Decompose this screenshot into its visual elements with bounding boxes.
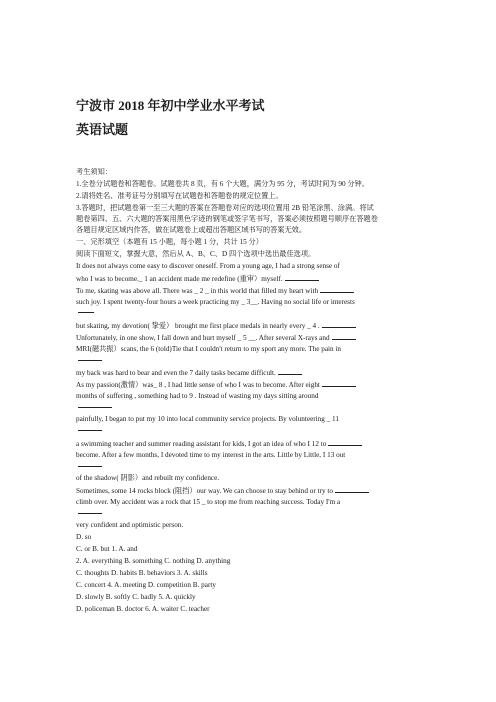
- answer-blank: [78, 306, 94, 313]
- text-line-content: 1.全卷分试题卷和答题卷。试题卷共 8 页，有 6 个大题，满分为 95 分，考试时间为 90 分钟。: [76, 180, 369, 188]
- text-line-content: Unfortunately, in one show, I fall down and hurt myself _ 5 __. After several X-rays and: [76, 334, 330, 342]
- text-line: [76, 286, 426, 296]
- answer-blank: [328, 439, 362, 446]
- text-line-content: C. thoughts D. habits B. behaviors 3. A. skills: [76, 569, 208, 577]
- text-line-content: D. policeman B. doctor 6. A. waiter C. teacher: [76, 605, 210, 613]
- text-line: [76, 486, 426, 496]
- answer-blank: [335, 486, 369, 493]
- text-line-content: 题卷第四、五、六大题的答案用黑色字迹的钢笔或签字笔书写，答案必须按照题号顺序在答题卷: [76, 215, 378, 223]
- text-line: [76, 521, 426, 530]
- text-line: [76, 401, 426, 411]
- text-line-content: To me, skating was above all. There was _ 2 _ in this world that filled my heart with: [76, 287, 319, 295]
- answer-blank: [78, 401, 112, 408]
- text-line-content: climb over. My accident was a rock that 15 _ to stop me from reaching success. Today I'm a: [76, 498, 341, 506]
- text-line: [76, 424, 426, 434]
- text-line: [76, 593, 426, 602]
- text-line: [76, 392, 426, 401]
- text-line-content: a swimming teacher and summer reading assistant for kids, I got an idea of who I 12 to: [76, 440, 327, 448]
- text-line: [76, 345, 426, 354]
- answer-blank: [285, 274, 319, 281]
- text-line-content: painfully, I began to put my 10 into local community service projects. By volunteering _ 11: [76, 415, 339, 423]
- answer-blank: [78, 424, 102, 431]
- text-line: [76, 354, 426, 364]
- text-line: [76, 439, 426, 449]
- answer-blank: [78, 354, 102, 361]
- text-line-content: It does not always come easy to discover oneself. From a young age, I had a strong sense of: [76, 262, 340, 270]
- text-line-content: As my passion(激情）was_ 8 , I had little sense of who I was to become. After eight: [76, 381, 320, 389]
- text-line: [76, 168, 426, 177]
- text-line: [76, 498, 426, 507]
- answer-blank: [78, 460, 102, 467]
- answer-blank: [78, 507, 102, 514]
- text-line: [76, 215, 426, 224]
- text-line: [76, 333, 426, 343]
- text-line-content: C. or B. but 1. A. and: [76, 545, 138, 553]
- answer-blank: [322, 380, 356, 387]
- text-line: [76, 533, 426, 542]
- text-line-content: my back was hard to bear and even the 7 daily tasks became difficult.: [76, 369, 276, 377]
- text-line-content: but skating, my devotion( 挚爱） brought me first place medals in nearly every _ 4 .: [76, 322, 320, 330]
- text-line-content: 一、完形填空（本题有 15 小题，每小题 1 分，共计 15 分）: [76, 238, 263, 246]
- text-line-content: very confident and optimistic person.: [76, 521, 184, 529]
- text-line: [76, 321, 426, 331]
- text-line: [76, 226, 426, 235]
- text-line-content: MRI(磁共振）scans, the 6 (told)Tie that I couldn't return to my sport any more. The pain in: [76, 345, 341, 353]
- answer-blank: [322, 321, 356, 328]
- text-line-content: 阅读下面短文，掌握大意，然后从 A、B、C、D 四个选项中选出最佳选项。: [76, 250, 316, 258]
- text-line-content: become. After a few months, I devoted time to my interest in the arts. Little by Little, I 13 out: [76, 451, 346, 459]
- text-line-content: C. concert 4. A. meeting D. competition B. party: [76, 581, 216, 589]
- text-line: [76, 474, 426, 483]
- answer-blank: [278, 368, 302, 375]
- text-line-content: who I was to become._ 1 an accident made me redefine (重审）myself.: [76, 275, 283, 283]
- text-line-content: 2. A. everything B. something C. nothing D. anything: [76, 557, 231, 565]
- text-line-content: 3.答题时，把试题卷第一至三大题的答案在答题卷对应的选项位置用 2B 铅笔涂黑、涂满。将试: [76, 204, 374, 212]
- text-line: [76, 204, 426, 213]
- text-line-content: 2.请将姓名、准考证号分别填写在试题卷和答题卷的规定位置上。: [76, 192, 283, 200]
- text-line: [76, 238, 426, 247]
- text-line: [76, 415, 426, 424]
- text-line: [76, 605, 426, 614]
- text-line: [76, 262, 426, 271]
- text-line: [76, 306, 426, 316]
- text-line-content: months of suffering , something had to 9 . Instead of wasting my days sitting around: [76, 392, 319, 400]
- text-line-content: D. slowly B. softly C. badly 5. A. quickly: [76, 593, 196, 601]
- text-line: [76, 368, 426, 378]
- text-line-content: 考生须知：: [76, 168, 112, 176]
- text-line: [76, 507, 426, 517]
- text-line: [76, 180, 426, 189]
- text-line: [76, 451, 426, 460]
- answer-blank: [320, 286, 354, 293]
- text-line: [76, 581, 426, 590]
- text-line: [76, 274, 426, 284]
- text-line: [76, 250, 426, 259]
- exam-subject: 英语试题: [76, 122, 129, 137]
- text-line: [76, 557, 426, 566]
- exam-title: 宁波市 2018 年初中学业水平考试: [76, 98, 265, 113]
- text-line: [76, 380, 426, 390]
- answer-blank: [332, 333, 356, 340]
- text-line: [76, 569, 426, 578]
- text-line-content: 各题目规定区域内作答，做在试题卷上或超出答题区域书写的答案无效。: [76, 226, 307, 234]
- text-line: [76, 545, 426, 554]
- text-line: [76, 460, 426, 470]
- text-line-content: D. so: [76, 533, 92, 541]
- text-line-content: Sometimes, some 14 rocks block (阻挡）our way. We can choose to stay behind or try to: [76, 487, 333, 495]
- text-line-content: such joy. I spent twenty-four hours a week practicing my _ 3__. Having no social life or interests: [76, 298, 355, 306]
- text-line: [76, 192, 426, 201]
- text-line-content: of the shadow( 阴影）and rebuilt my confidence.: [76, 474, 220, 482]
